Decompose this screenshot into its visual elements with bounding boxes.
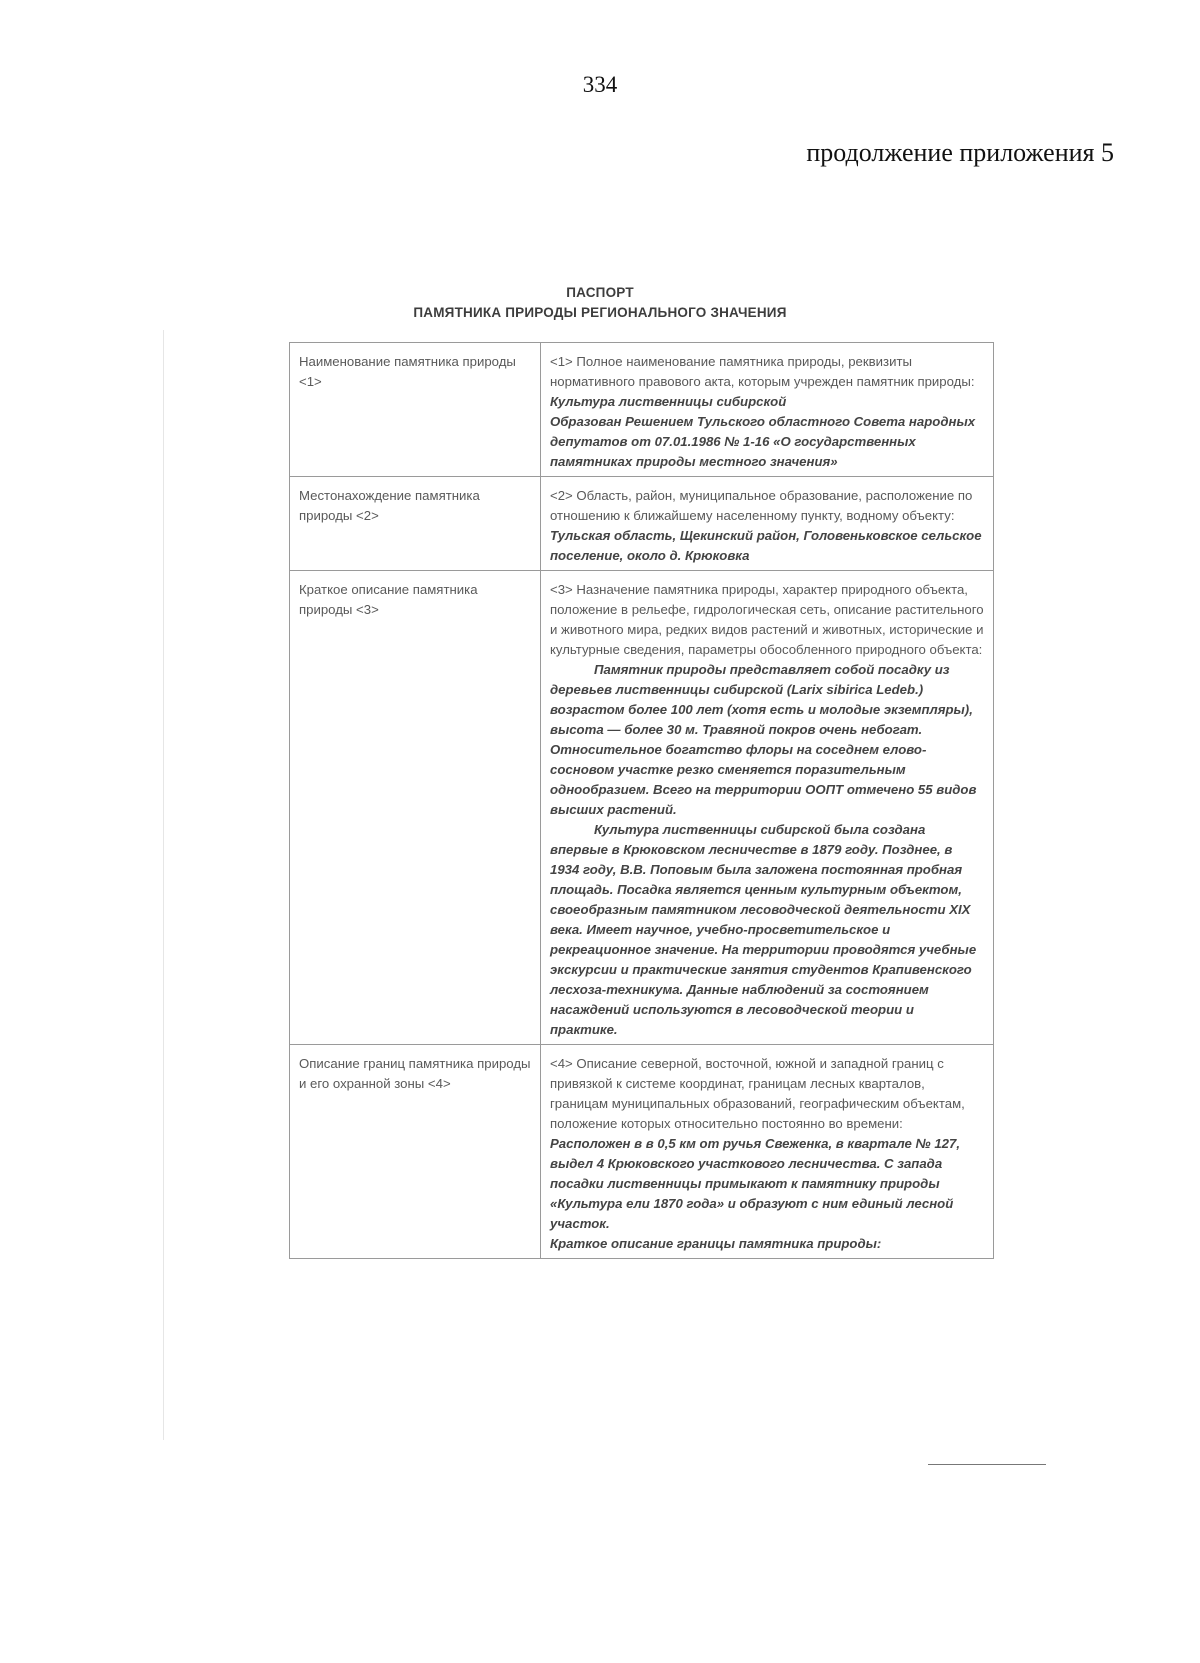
row-value — [541, 1045, 994, 1259]
row-note: <2> Область, район, муниципальное образование, расположение по отношению к ближайшему населенному пункту, водному объекту: — [550, 488, 973, 523]
row-note: <3> Назначение памятника природы, характер природного объекта, положение в рельефе, гидрологическая сеть, описание растительного и животного мира, редких видов растений и животных, исторические и культурные сведения, параметры обособленного природного объекта: — [550, 582, 984, 657]
founding-decision: Образован Решением Тульского областного Совета народных депутатов от 07.01.1986 № 1-16 «О государственных памятниках природы местного значения» — [550, 414, 976, 469]
row-label: Описание границ памятника природы и его охранной зоны <4> — [290, 1045, 541, 1259]
page-number: 334 — [582, 72, 618, 97]
row-value — [541, 477, 994, 571]
scan-edge-line — [163, 330, 164, 1440]
row-note: <4> Описание северной, восточной, южной и западной границ с привязкой к системе координат, границам лесных кварталов, границам муниципальных образований, географическим объектам, положение которых относительно постоянно во времени: — [550, 1056, 965, 1131]
row-value — [541, 571, 994, 1045]
row-label: Наименование памятника природы <1> — [290, 343, 541, 477]
row-label: Краткое описание памятника природы <3> — [290, 571, 541, 1045]
continuation-heading: продолжение приложения 5 — [806, 138, 1114, 167]
description-paragraph: Культура лиственницы сибирской была создана впервые в Крюковском лесничестве в 1879 году. Позднее, в 1934 году, В.В. Поповым была заложена постоянная пробная площадь. Посадка является ценным культурным объектом, своеобразным памятником лесоводческой деятельности XIX века. Имеет научное, учебно-просветительское и рекреационное значение. На территории проводятся учебные экскурсии и практические занятия студентов Крапивенского лесхоза-техникума. Данные наблюдений за состоянием насаждений используются в лесоводческой теории и практике. — [550, 822, 977, 1037]
title-line-2: ПАМЯТНИКА ПРИРОДЫ РЕГИОНАЛЬНОГО ЗНАЧЕНИЯ — [413, 305, 787, 320]
row-note: <1> Полное наименование памятника природы, реквизиты нормативного правового акта, которым учрежден памятник природы: — [550, 354, 975, 389]
passport-table — [289, 342, 994, 1259]
boundary-subheading: Краткое описание границы памятника природы: — [550, 1236, 882, 1251]
description-paragraph: Памятник природы представляет собой посадку из деревьев лиственницы сибирской (Larix sibirica Ledeb.) возрастом более 100 лет (хотя есть и молодые экземпляры), высота — более 30 м. Травяной покров очень небогат. Относительное богатство флоры на соседнем елово-сосновом участке резко сменяется поразительным однообразием. Всего на территории ООПТ отмечено 55 видов высших растений. — [550, 662, 977, 817]
signature-line — [928, 1464, 1046, 1465]
document-title — [0, 283, 1200, 323]
table-row — [290, 343, 994, 477]
monument-name: Культура лиственницы сибирской — [550, 394, 787, 409]
table-row — [290, 571, 994, 1045]
table-row — [290, 477, 994, 571]
location-value: Тульская область, Щекинский район, Головеньковское сельское поселение, около д. Крюковка — [550, 528, 982, 563]
boundary-value: Расположен в в 0,5 км от ручья Свеженка, в квартале № 127, выдел 4 Крюковского участкового лесничества. С запада посадки лиственницы примыкают к памятнику природы «Культура ели 1870 года» и образуют с ним единый лесной участок. — [550, 1136, 960, 1231]
row-value — [541, 343, 994, 477]
row-label: Местонахождение памятника природы <2> — [290, 477, 541, 571]
table-row — [290, 1045, 994, 1259]
title-line-1: ПАСПОРТ — [566, 285, 634, 300]
